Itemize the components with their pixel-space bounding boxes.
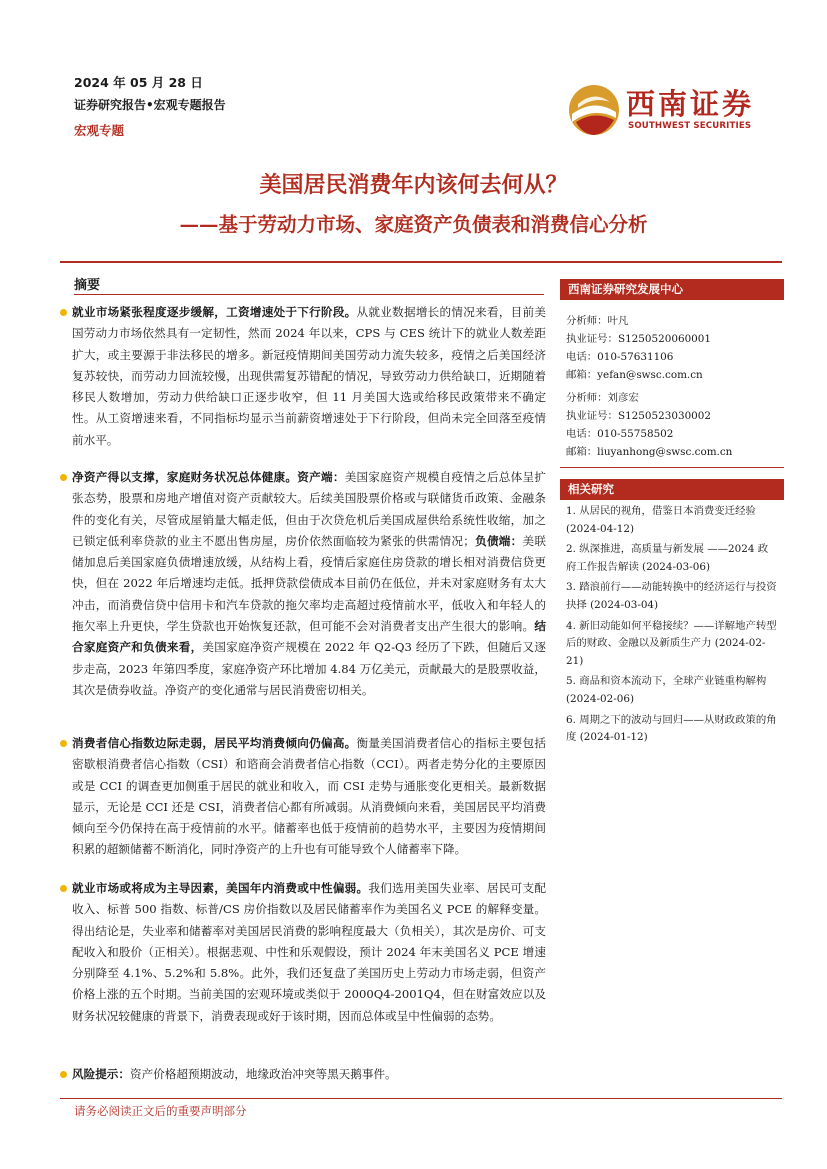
bullet-icon [60,885,67,892]
report-subtitle: ——基于劳动力市场、家庭资产负债表和消费信心分析 [179,213,648,236]
related-item[interactable]: 6. 周期之下的波动与回归——从财政政策的角度 (2024-01-12) [566,713,777,744]
analyst-license: 执业证号：S1250523030002 [566,410,712,422]
analyst-email[interactable]: 邮箱：liuyanhong@swsc.com.cn [566,446,733,458]
abstract-point-1 [72,302,546,451]
point-text-2: 美联储加息后美国家庭负债增速放缓，从结构上看，疫情后家庭住房贷款的增长相对消费信贷更快，但在 2022 年后增速均走低。抵押贷款偿债成本目前仍在低位，并未对家庭财务有太大冲击，而消费信贷中信用卡和汽车贷款的拖欠率均走高超过疫情前水平，低收入和年轻人的拖欠率上升更快，学生贷款也开始恢复还款，但可能不会对消费者支出产生很大的影响。 [72,533,546,634]
point-text: 从就业数据增长的情况来看，目前美国劳动力市场依然具有一定韧性，然而 2024 年以来，CPS 与 CES 统计下的就业人数差距扩大，或主要源于非法移民的增多。新冠疫情期间美国劳动力流失较多，疫情之后美国经济复苏较快，而劳动力回流较慢，出现供需复苏错配的情况，导致劳动力供给缺口，近期随着移民人数增加，劳动力供给缺口正逐步收窄，但 11 月美国大选或给移民政策带来不确定性。从工资增速来看，不同指标均显示当前薪资增速处于下行阶段，但尚未完全回落至疫情前水平。 [72,305,546,447]
related-item[interactable]: 5. 商品和资本流动下，全球产业链重构解构 (2024-02-06) [566,675,767,705]
point-lead: 就业市场或将成为主导因素，美国年内消费或中性偏弱。 [72,881,369,895]
point-text: 美国家庭资产规模自疫情之后总体呈扩张态势，股票和房地产增值对资产贡献较大。后续美国股票价格或与联储货币政策、金融条件的变化有关，尽管成屋销量大幅走低，但由于次贷危机后美国成屋供给系统性收缩，加之已锁定低利率贷款的业主不愿出售房屋，房价依然面临较为紧张的供需情况； [72,470,546,548]
report-title: 美国居民消费年内该何去何从？ [259,172,568,198]
disclaimer-notice: 请务必阅读正文后的重要声明部分 [74,1104,247,1118]
analyst-name: 分析师：刘彦宏 [566,392,639,404]
report-date: 2024 年 05 月 28 日 [74,75,203,90]
related-item[interactable]: 2. 纵深推进，高质量与新发展 ——2024 政府工作报告解读 (2024-03-06) [566,543,769,573]
risk-warning [72,1064,546,1085]
point-lead-assets: 资产端： [297,470,345,484]
analyst-phone: 电话：010-57631106 [566,351,674,363]
point-lead: 净资产得以支撑，家庭财务状况总体健康。 [72,470,298,484]
point-lead-combined: 结合家庭资产和负债来看， [72,619,546,655]
related-item[interactable]: 3. 踏浪前行——动能转换中的经济运行与投资抉择 (2024-03-04) [566,581,777,611]
footer-divider [60,1098,782,1099]
point-text: 衡量美国消费者信心的指标主要包括密歇根消费者信心指数（CSI）和谘商会消费者信心指数（CCI）。两者走势分化的主要原因或是 CCI 的调查更加侧重于居民的就业和收入，而 CSI 走势与通胀变化更相关。最新数据显示，无论是 CCI 还是 CSI，消费者信心都有所减弱。从消费倾向来看，美国居民平均消费倾向至今仍保持在高于疫情前的水平。储蓄率也低于疫情前的趋势水平，主要因为疫情期间积累的超额储蓄不断消化，同时净资产的上升也有可能导致个人储蓄率下降。 [72,736,546,857]
bullet-icon [60,474,67,481]
related-research-header: 相关研究 [560,479,784,500]
company-logo-icon [566,82,622,138]
point-lead: 就业市场紧张程度逐步缓解，工资增速处于下行阶段。 [72,305,357,319]
point-lead: 消费者信心指数边际走弱，居民平均消费倾向仍偏高。 [72,736,357,750]
point-lead-liabilities: 负债端： [474,533,523,548]
abstract-point-3 [72,733,546,861]
point-text-3: 美国家庭净资产规模在 2022 年 Q2-Q3 经历了下跌，但随后又逐步走高，2023 年第四季度，家庭净资产环比增加 4.84 万亿美元，贡献最大的是股票收益，其次是债券收益。净资产的变化通常与居民消费密切相关。 [72,640,546,697]
analyst-license: 执业证号：S1250520060001 [566,333,712,345]
related-research-list [566,503,778,750]
point-text: 我们选用美国失业率、居民可支配收入、标普 500 指数、标普/CS 房价指数以及居民储蓄率作为美国名义 PCE 的解释变量。得出结论是，失业率和储蓄率对美国居民消费的影响程度最大（负相关），其次是房价、可支配收入和股价（正相关）。根据悲观、中性和乐观假设，预计 2024 年末美国名义 PCE 增速分别降至 4.1%、5.2%和 5.8%。此外，我们还复盘了美国历史上劳动力市场走弱，但资产价格上涨的五个时期。当前美国的宏观环境或类似于 2000Q4-2001Q4，但在财富效应以及财务状况较健康的背景下，消费表现或好于该时期，因而总体或呈中性偏弱的态势。 [72,881,546,1023]
logo-name-en: SOUTHWEST SECURITIES [628,121,752,131]
report-category: 宏观专题 [74,123,125,138]
bullet-icon [60,740,67,747]
logo-name-cn: 西南证券 [626,87,755,121]
analyst-name: 分析师：叶凡 [566,315,629,327]
related-item[interactable]: 4. 新旧动能如何平稳接续？——详解地产转型后的财政、金融以及新质生产力 (2024-02-21) [566,619,777,667]
abstract-heading: 摘要 [74,278,101,293]
risk-text: 资产价格超预期波动，地缘政治冲突等黑天鹅事件。 [129,1067,397,1081]
report-type: 证券研究报告•宏观专题报告 [74,98,226,112]
research-center-header: 西南证券研究发展中心 [560,279,784,300]
related-item[interactable]: 1. 从居民的视角，借鉴日本消费变迁经验 (2024-04-12) [566,505,756,535]
analyst-phone: 电话：010-55758502 [566,428,674,440]
title-divider [60,261,782,263]
bullet-icon [60,309,67,316]
risk-lead: 风险提示： [72,1067,130,1081]
abstract-point-4 [72,878,546,1027]
bullet-icon [60,1071,67,1078]
analyst-email[interactable]: 邮箱：yefan@swsc.com.cn [566,369,703,381]
abstract-point-2 [72,467,546,701]
analyst-1 [566,312,711,384]
analyst-2 [566,389,732,461]
sidebar-divider [560,467,784,468]
abstract-divider [74,294,544,295]
